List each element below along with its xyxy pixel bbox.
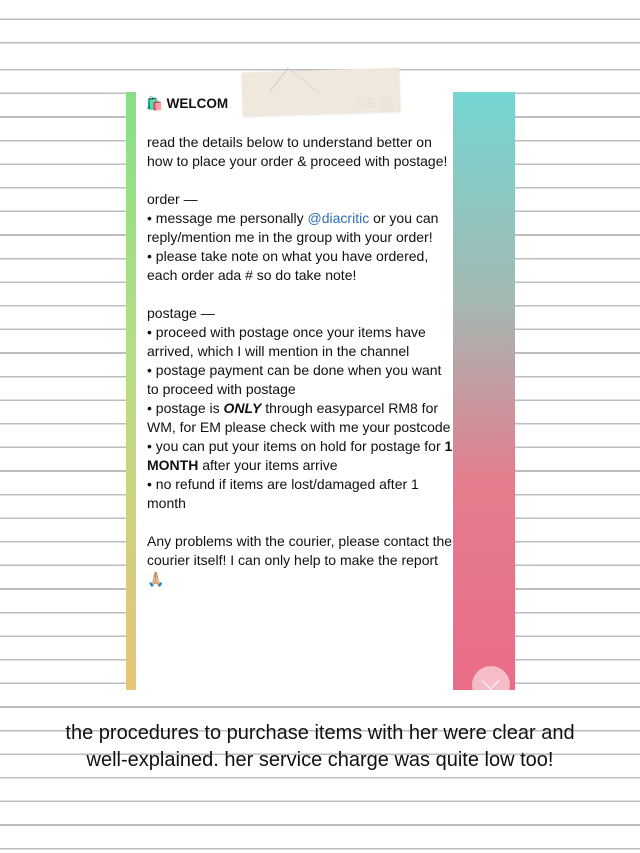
message-bubble (136, 92, 453, 690)
postage-item-5: • no refund if items are lost/damaged after 1 month (147, 476, 419, 511)
order-heading: order — (147, 191, 198, 207)
gradient-stripe-right (453, 92, 515, 690)
postage-heading: postage — (147, 305, 215, 321)
caption-text: the procedures to purchase items with her were clear and well-explained. her service charge was quite low too! (65, 722, 575, 771)
order-item-2: • please take note on what you have ordered, each order ada # so do take note! (147, 248, 429, 283)
header-left-text: WELCOM (166, 96, 229, 111)
postage-item-3: • postage is ONLY through easyparcel RM8 for WM, for EM please check with me your postcode (147, 400, 451, 435)
shopping-bags-icon: 🛍️ (146, 96, 163, 111)
praying-hands-icon: 🙏🏼 (147, 571, 165, 587)
closing-text: Any problems with the courier, please contact the courier itself! I can only help to make the report 🙏🏼 (147, 533, 453, 587)
mention-link[interactable]: @diacritic (307, 210, 370, 226)
message-card (126, 92, 515, 690)
postage-item-4: • you can put your items on hold for postage for 1 MONTH after your items arrive (147, 438, 453, 473)
intro-text: read the details below to understand better on how to place your order & proceed with postage! (147, 134, 448, 169)
order-item-1: • message me personally @diacritic or you can reply/mention me in the group with your order! (147, 210, 439, 245)
message-body (147, 133, 453, 589)
postage-item-1: • proceed with postage once your items have arrived, which I will mention in the channel (147, 324, 426, 359)
scroll-down-button[interactable] (472, 666, 510, 704)
washi-tape (241, 68, 400, 117)
gradient-stripe-left (126, 92, 136, 690)
chevron-down-icon (481, 671, 499, 689)
postage-item-2: • postage payment can be done when you want to proceed with postage (147, 362, 442, 397)
